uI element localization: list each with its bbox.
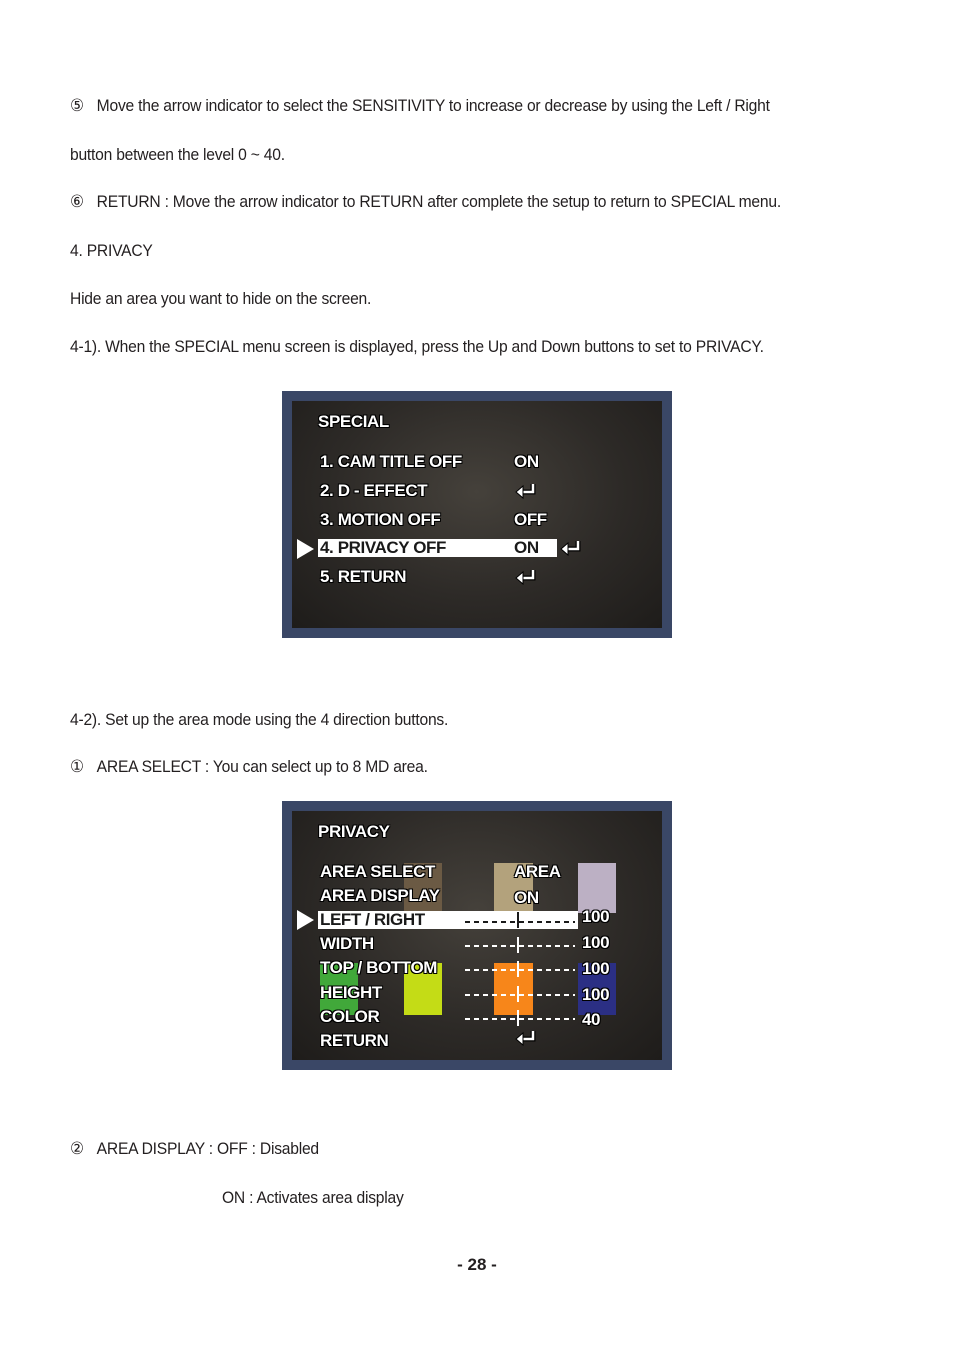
page-number: - 28 -	[457, 1255, 497, 1274]
width-slider[interactable]	[465, 945, 575, 947]
menu-item-left-right[interactable]: LEFT / RIGHT	[320, 910, 425, 929]
height-slider[interactable]	[465, 994, 575, 996]
menu-value-motion[interactable]: OFF	[514, 510, 547, 529]
step-5-text: Move the arrow indicator to select the SENSITIVITY to increase or decrease by using the Left / Right	[96, 96, 770, 115]
area-select-line	[70, 757, 428, 777]
left-right-slider-handle[interactable]	[517, 912, 519, 928]
menu-item-height[interactable]: HEIGHT	[320, 983, 382, 1002]
menu-value-height[interactable]: 100	[582, 985, 610, 1004]
menu-value-width[interactable]: 100	[582, 933, 610, 952]
menu-item-cam-title[interactable]: 1. CAM TITLE OFF	[320, 452, 462, 471]
menu-item-area-display[interactable]: AREA DISPLAY	[320, 886, 440, 905]
step-4-1: 4-1). When the SPECIAL menu screen is displayed, press the Up and Down buttons to set to PRIVACY.	[70, 337, 764, 356]
left-right-slider[interactable]	[465, 921, 575, 923]
menu-value-top-bottom[interactable]: 100	[582, 959, 610, 978]
menu-item-color[interactable]: COLOR	[320, 1007, 380, 1026]
privacy-menu-display	[292, 811, 662, 1060]
menu-value-area-select[interactable]: AREA	[514, 862, 561, 881]
menu-value-privacy[interactable]: ON	[514, 538, 539, 557]
enter-icon	[515, 1029, 539, 1047]
privacy-menu-screen	[282, 801, 672, 1070]
menu-item-return[interactable]: RETURN	[320, 1031, 389, 1050]
step-6-text: RETURN : Move the arrow indicator to RETURN after complete the setup to return to SPECIAL menu.	[96, 192, 781, 211]
menu-item-privacy[interactable]: 4. PRIVACY OFF	[320, 538, 447, 557]
enter-icon	[560, 539, 584, 557]
menu-value-left-right[interactable]: 100	[582, 907, 610, 926]
step-5-line	[70, 96, 770, 116]
step-5-number: ⑤	[70, 96, 84, 115]
menu-item-motion[interactable]: 3. MOTION OFF	[320, 510, 441, 529]
step-6-line	[70, 192, 781, 212]
enter-icon	[515, 568, 539, 586]
selection-arrow-icon	[297, 539, 314, 559]
color-slider[interactable]	[465, 1018, 575, 1020]
area-display-line	[70, 1139, 319, 1159]
menu-value-cam-title[interactable]: ON	[514, 452, 539, 471]
area-display-number: ②	[70, 1139, 84, 1158]
menu-item-top-bottom[interactable]: TOP / BOTTOM	[320, 958, 438, 977]
menu-item-d-effect[interactable]: 2. D - EFFECT	[320, 481, 428, 500]
area-display-text: AREA DISPLAY : OFF : Disabled	[96, 1139, 319, 1158]
color-slider-handle[interactable]	[517, 1010, 519, 1026]
special-menu-screen	[282, 391, 672, 638]
step-4-2: 4-2). Set up the area mode using the 4 direction buttons.	[70, 710, 449, 729]
menu-item-width[interactable]: WIDTH	[320, 934, 374, 953]
area-select-number: ①	[70, 757, 84, 776]
privacy-menu-title: PRIVACY	[318, 822, 390, 841]
top-bottom-slider-handle[interactable]	[517, 961, 519, 977]
selection-arrow-icon	[297, 910, 314, 930]
menu-item-area-select[interactable]: AREA SELECT	[320, 862, 435, 881]
special-menu-title: SPECIAL	[318, 412, 389, 431]
special-menu-display	[292, 401, 662, 628]
menu-value-area-display[interactable]: ON	[514, 888, 539, 907]
area-select-text: AREA SELECT : You can select up to 8 MD area.	[96, 757, 428, 776]
step-6-number: ⑥	[70, 192, 84, 211]
area-display-on-line: ON : Activates area display	[222, 1188, 404, 1207]
menu-item-return[interactable]: 5. RETURN	[320, 567, 407, 586]
width-slider-handle[interactable]	[517, 937, 519, 953]
enter-icon	[515, 482, 539, 500]
color-swatch-lilac	[578, 863, 616, 913]
step-5-continuation: button between the level 0 ~ 40.	[70, 145, 285, 164]
menu-value-color[interactable]: 40	[582, 1010, 601, 1029]
top-bottom-slider[interactable]	[465, 969, 575, 971]
height-slider-handle[interactable]	[517, 986, 519, 1002]
privacy-description: Hide an area you want to hide on the screen.	[70, 289, 372, 308]
privacy-heading: 4. PRIVACY	[70, 241, 153, 260]
